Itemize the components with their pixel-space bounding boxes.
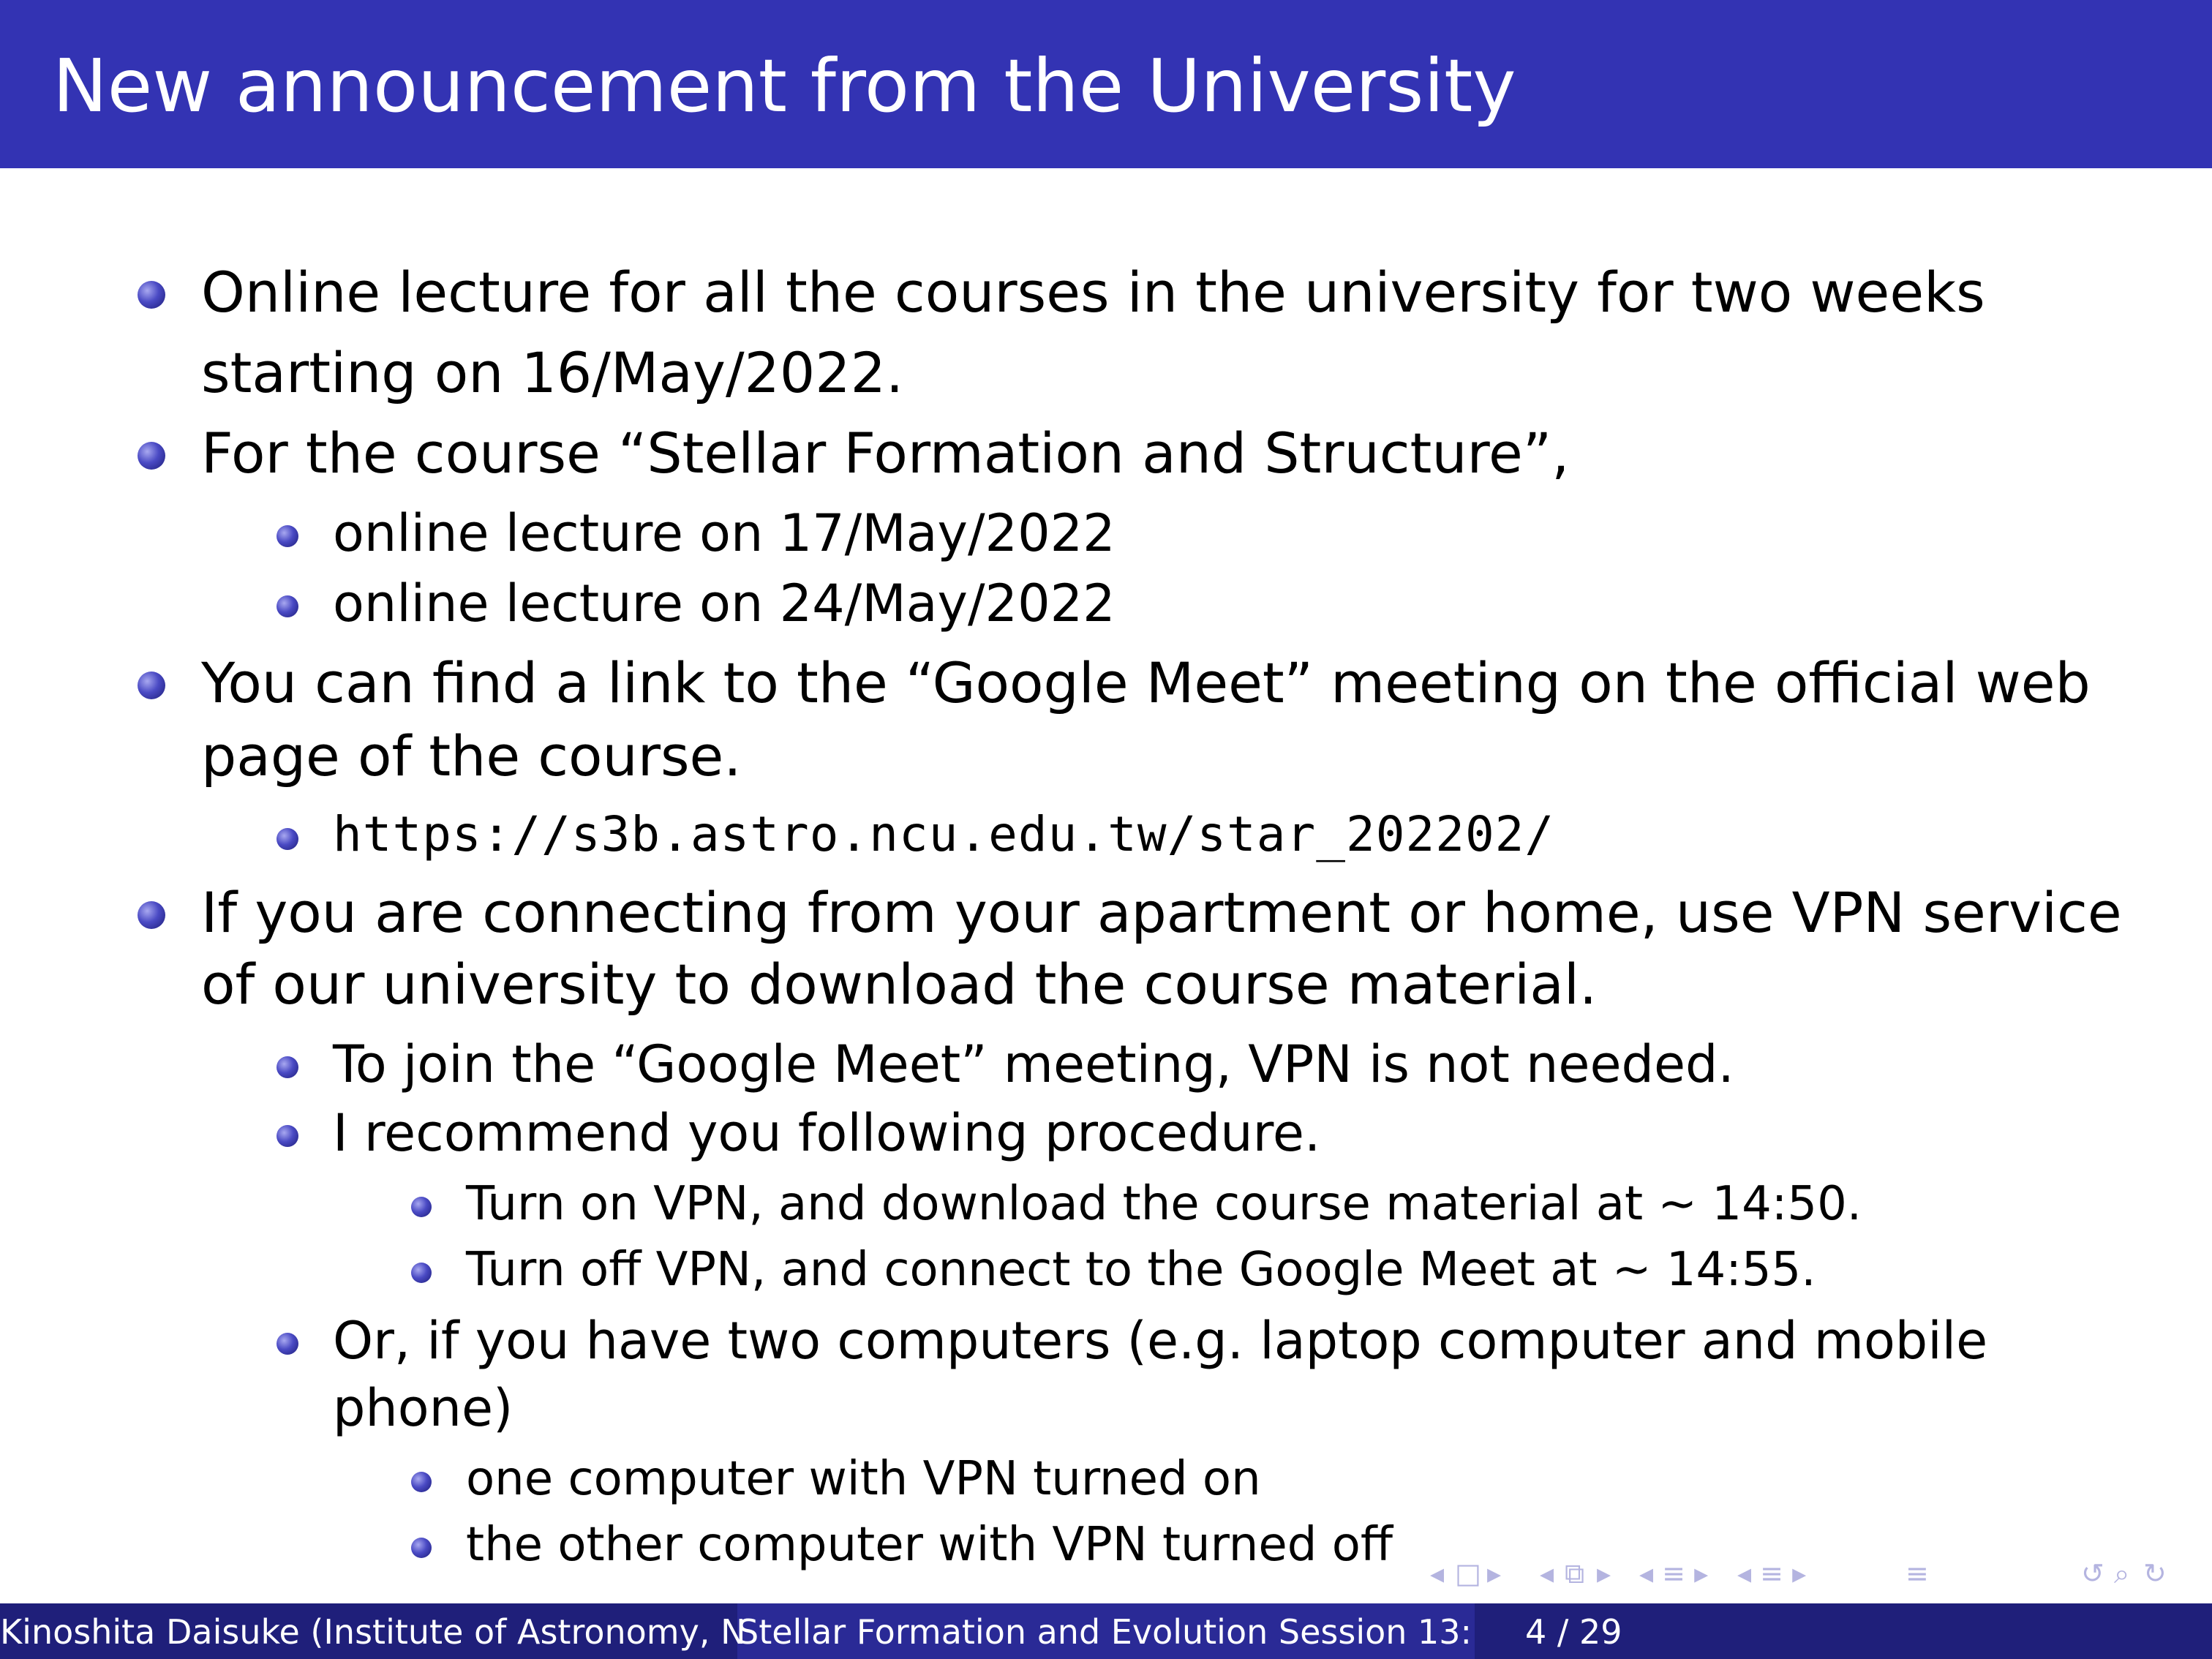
next-arrow-icon[interactable]: ▸ [1487,1557,1502,1590]
list-item: For the course “Stellar Formation and Structure”, [201,421,1570,486]
bullet-icon [138,901,165,929]
sub-list-item: online lecture on 24/May/2022 [333,573,1116,633]
list-item-continuation: page of the course. [201,723,742,789]
frame-icon[interactable]: □ [1455,1557,1481,1590]
redo-icon[interactable]: ↻ [2143,1557,2167,1590]
sub-list-item: Or, if you have two computers (e.g. laptop computer and mobile [333,1311,1988,1371]
sub-sub-list-item: one computer with VPN turned on [466,1452,1261,1506]
bullet-icon [276,595,298,617]
list-item-continuation: starting on 16/May/2022. [201,340,904,405]
bullet-icon [276,1125,298,1147]
bullet-icon [138,281,165,309]
sub-list-item: online lecture on 17/May/2022 [333,503,1116,563]
undo-icon[interactable]: ↺ [2081,1557,2104,1590]
page-number: 4 / 29 [1525,1612,1622,1652]
bullet-icon [138,672,165,699]
course-url-link[interactable]: https://s3b.astro.ncu.edu.tw/star_202202/ [333,806,1555,862]
prev-section-icon[interactable]: ◂ [1540,1557,1554,1590]
bullet-icon [411,1538,432,1558]
bullet-icon [276,1056,298,1078]
first-arrow-icon[interactable]: ◂ [1430,1557,1445,1590]
footer-title: Stellar Formation and Evolution Session 13: [737,1612,1472,1652]
slide-header [0,0,2212,168]
bullet-icon [411,1472,432,1492]
slide-title: New announcement from the University [53,43,1516,129]
sub-sub-list-item: Turn on VPN, and download the course material at ∼ 14:50. [466,1177,1862,1231]
subsection-icon[interactable]: ⧉ [1565,1557,1585,1590]
list-item-continuation: of our university to download the course material. [201,952,1598,1017]
bullet-icon [411,1263,432,1283]
footer-author: Kinoshita Daisuke (Institute of Astronomy, N [0,1612,746,1652]
sub-list-item: To join the “Google Meet” meeting, VPN is not needed. [333,1034,1734,1094]
list-item: Online lecture for all the courses in the university for two weeks [201,260,1985,325]
sub-sub-list-item: the other computer with VPN turned off [466,1518,1393,1572]
search-icon[interactable]: ⌕ [2114,1557,2130,1590]
bullet-icon [276,1333,298,1355]
next-subsection-icon[interactable]: ▸ [1597,1557,1611,1590]
beamer-navigation-bar [1430,1557,2194,1596]
menu-icon[interactable]: ≡ [1906,1557,1929,1590]
list-item: You can find a link to the “Google Meet” meeting on the official web [201,650,2091,715]
sub-list-item: I recommend you following procedure. [333,1103,1321,1163]
sub-sub-list-item: Turn off VPN, and connect to the Google Meet at ∼ 14:55. [466,1243,1816,1297]
section-icon[interactable]: ◂ ≡ ▸ [1737,1557,1807,1590]
prev-icon[interactable]: ◂ ≡ ▸ [1639,1557,1709,1590]
sub-list-item-continuation: phone) [333,1378,514,1438]
list-item: If you are connecting from your apartment or home, use VPN service [201,880,2122,945]
bullet-icon [411,1197,432,1217]
bullet-icon [276,525,298,547]
bullet-icon [138,442,165,470]
bullet-icon [276,828,298,850]
slide-footer [0,1603,2212,1659]
